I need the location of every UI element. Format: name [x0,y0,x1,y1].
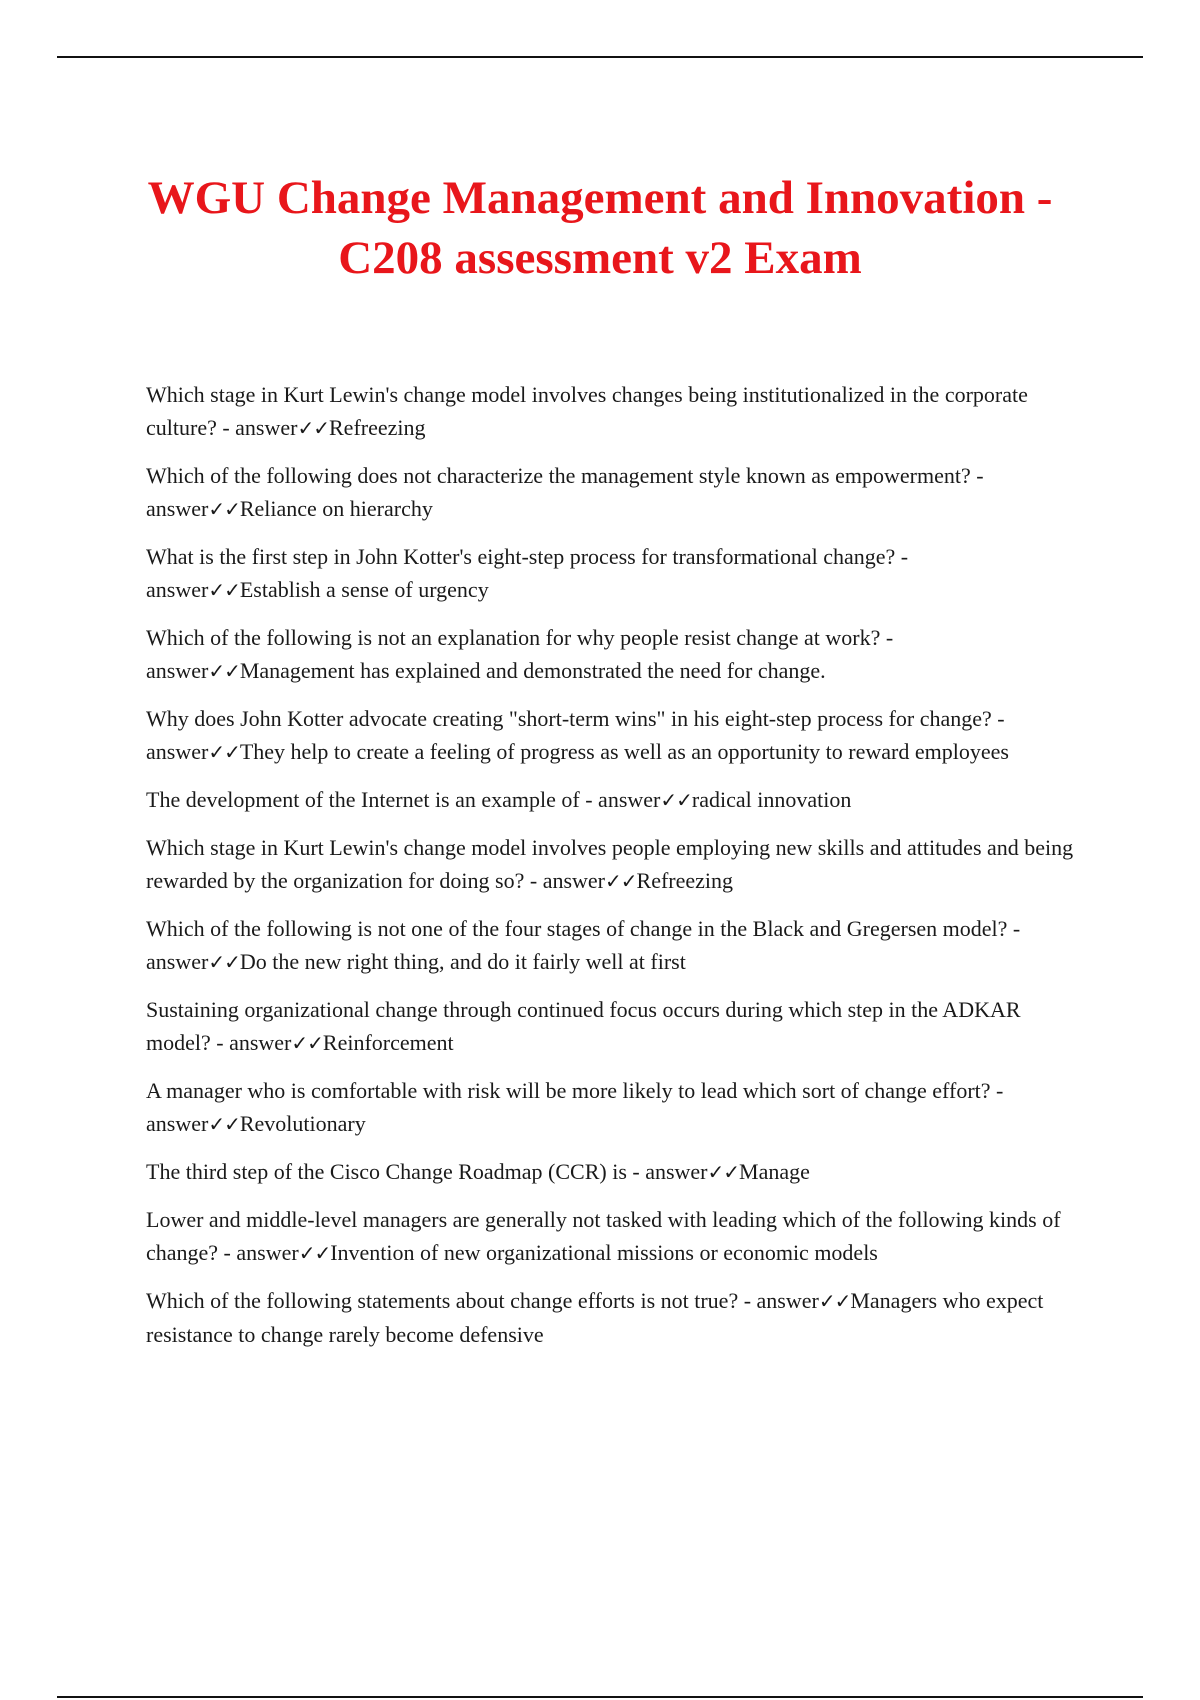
question-text: Why does John Kotter advocate creating "short-term wins" in his eight-step process for change? - answer [146,706,1005,764]
checkmark-icon: ✓✓ [818,1289,851,1313]
question-text: The third step of the Cisco Change Roadmap (CCR) is - answer [146,1159,708,1184]
bottom-rule [57,1696,1143,1698]
question-text: Which of the following is not one of the four stages of change in the Black and Gregersen model? - answer [146,916,1021,974]
qa-item [146,459,1086,526]
answer-text: Establish a sense of urgency [239,577,489,602]
answer-text: They help to create a feeling of progress as well as an opportunity to reward employees [239,739,1009,764]
top-rule [57,56,1143,58]
qa-item [146,702,1086,769]
title-line-2: C208 assessment v2 Exam [338,232,862,284]
answer-text: Invention of new organizational missions or economic models [330,1240,878,1265]
answer-text: Reliance on hierarchy [239,496,433,521]
question-text: Which stage in Kurt Lewin's change model involves changes being institutionalized in the corporate culture? - answer [146,382,1028,440]
question-text: Which of the following is not an explanation for why people resist change at work? - answer [146,625,894,683]
question-text: A manager who is comfortable with risk will be more likely to lead which sort of change effort? - answer [146,1078,1004,1136]
qa-item [146,378,1086,445]
checkmark-icon: ✓✓ [208,950,240,974]
qa-item [146,1074,1086,1141]
document-title [100,168,1100,288]
answer-text: Manage [739,1159,810,1184]
qa-item [146,993,1086,1060]
answer-text: Refreezing [636,868,734,893]
question-text: Which stage in Kurt Lewin's change model involves people employing new skills and attitudes and being rewarded by the organization for doing so? - answer [146,835,1074,893]
answer-text: Management has explained and demonstrated the need for change. [239,658,826,683]
answer-text: radical innovation [691,787,852,812]
answer-text: Reinforcement [322,1030,454,1055]
question-text: Sustaining organizational change through continued focus occurs during which step in the ADKAR model? - answer [146,997,1021,1055]
qa-item [146,1203,1086,1270]
checkmark-icon: ✓✓ [208,497,240,521]
answer-text: Managers who expect resistance to change rarely become defensive [146,1288,1044,1347]
qa-item [146,1284,1086,1351]
question-text: What is the first step in John Kotter's eight-step process for transformational change? - answer [146,544,909,602]
answer-text: Do the new right thing, and do it fairly well at first [239,949,686,974]
checkmark-icon: ✓✓ [660,788,692,812]
qa-item [146,912,1086,979]
checkmark-icon: ✓✓ [291,1031,323,1055]
qa-item [146,783,1086,817]
checkmark-icon: ✓✓ [297,416,329,440]
title-line-1: WGU Change Management and Innovation - [147,172,1053,224]
question-text: Lower and middle-level managers are generally not tasked with leading which of the following kinds of change? - answer [146,1207,1061,1265]
question-text: The development of the Internet is an example of - answer [146,787,661,812]
answer-text: Refreezing [329,415,426,440]
qa-item [146,540,1086,607]
checkmark-icon: ✓✓ [208,1112,240,1136]
checkmark-icon: ✓✓ [208,740,240,764]
question-text: Which of the following statements about change efforts is not true? - answer [146,1288,819,1313]
qa-item [146,831,1086,898]
qa-item [146,1155,1086,1189]
checkmark-icon: ✓✓ [208,659,240,683]
answer-text: Revolutionary [239,1111,366,1136]
question-text: Which of the following does not characterize the management style known as empowerment? - answer [146,463,984,521]
checkmark-icon: ✓✓ [707,1160,740,1184]
qa-item [146,621,1086,688]
checkmark-icon: ✓✓ [298,1241,331,1265]
qa-list [146,378,1086,1365]
checkmark-icon: ✓✓ [605,869,637,893]
checkmark-icon: ✓✓ [208,578,240,602]
